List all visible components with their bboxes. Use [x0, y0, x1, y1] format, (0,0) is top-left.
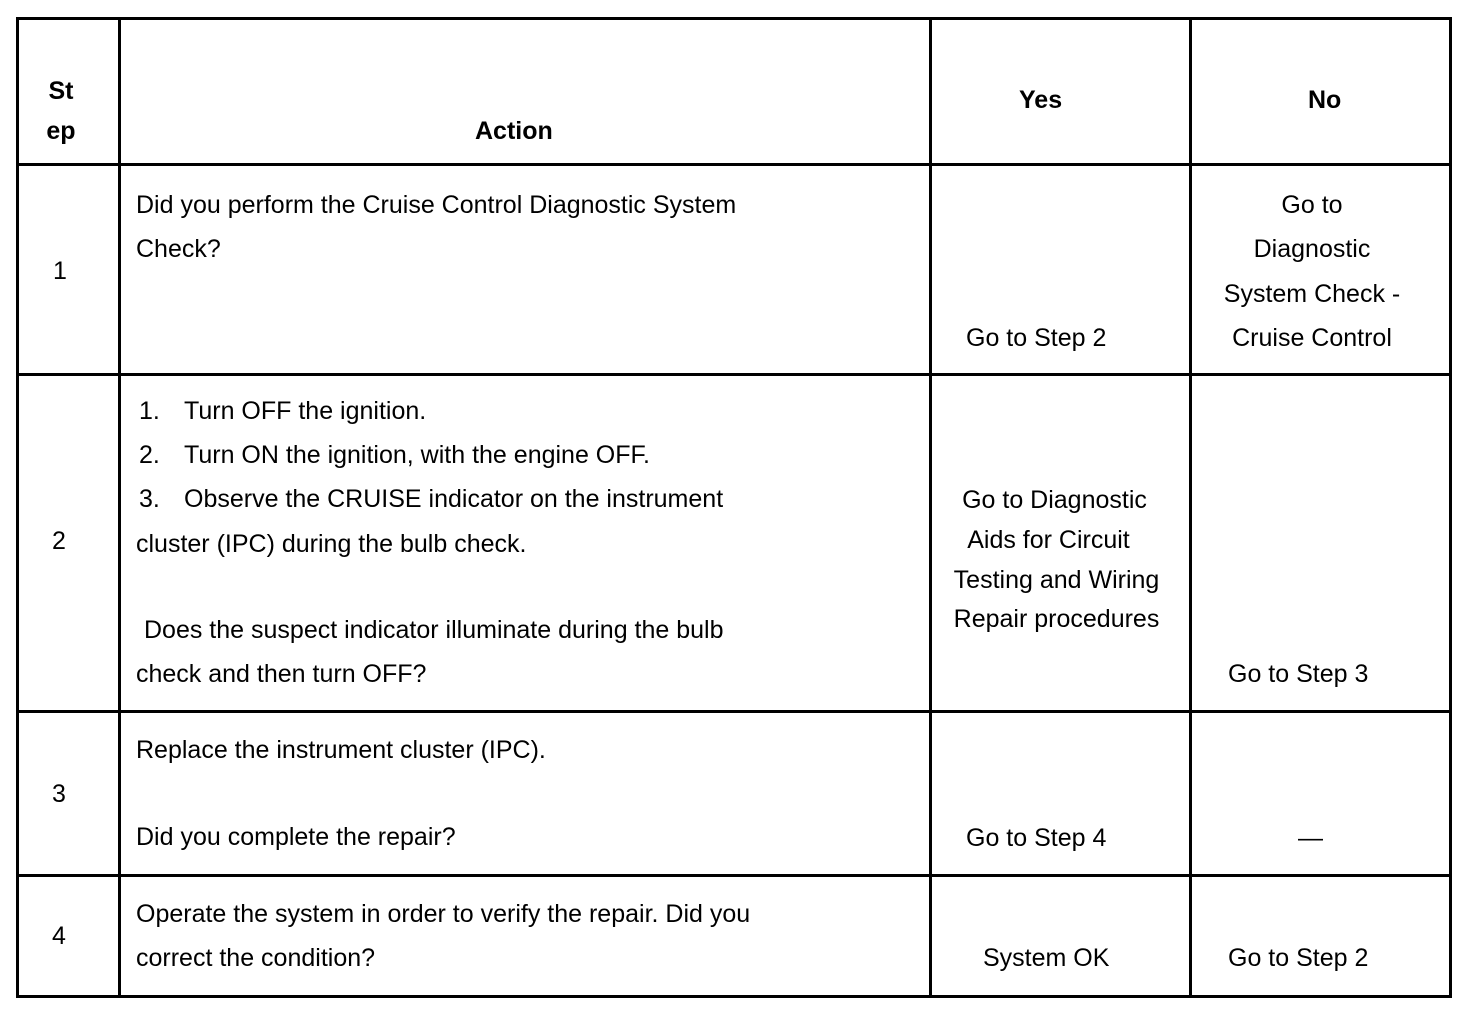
row2-yes-line1: Go to Diagnostic: [962, 486, 1147, 514]
row2-yes-line4: Repair procedures: [953, 605, 1160, 633]
header-no: No: [1308, 86, 1342, 114]
row1-no-line1: Go to: [1281, 191, 1343, 219]
row1-step: 1: [53, 257, 67, 285]
row2-item3-num: 3.: [139, 485, 160, 513]
diagnostic-table: [16, 17, 1452, 998]
table-rule-top: [16, 17, 1452, 20]
row2-step: 2: [52, 527, 66, 555]
header-action: Action: [475, 117, 553, 145]
row4-action-line2: correct the condition?: [136, 944, 376, 972]
row3-action-line2: Did you complete the repair?: [136, 823, 456, 851]
row4-yes: System OK: [983, 944, 1110, 972]
table-rule-row1: [16, 373, 1452, 376]
row2-item1-text: Turn OFF the ignition.: [184, 397, 427, 425]
table-rule-step: [118, 17, 121, 998]
row3-no: —: [1298, 824, 1323, 852]
row2-item3-text: Observe the CRUISE indicator on the instrument: [184, 485, 724, 513]
row1-yes: Go to Step 2: [966, 324, 1107, 352]
header-step-line2: ep: [46, 117, 76, 145]
header-yes: Yes: [1019, 86, 1063, 114]
row2-item1-num: 1.: [139, 397, 160, 425]
row2-no: Go to Step 3: [1228, 660, 1369, 688]
row4-action-line1: Operate the system in order to verify the repair. Did you: [136, 900, 751, 928]
row2-action-line2: Does the suspect indicator illuminate during the bulb: [144, 616, 724, 644]
row1-action-line1: Did you perform the Cruise Control Diagnostic System: [136, 191, 737, 219]
row3-step: 3: [52, 780, 66, 808]
row2-action-line1: cluster (IPC) during the bulb check.: [136, 530, 527, 558]
row2-yes-line2: Aids for Circuit: [967, 526, 1130, 554]
row2-item2-num: 2.: [139, 441, 160, 469]
table-rule-right: [1449, 17, 1452, 998]
row1-no-line4: Cruise Control: [1232, 324, 1392, 352]
row3-yes: Go to Step 4: [966, 824, 1107, 852]
table-rule-bottom: [16, 995, 1452, 998]
table-rule-row3: [16, 874, 1452, 877]
row2-yes-line3: Testing and Wiring: [953, 566, 1160, 594]
row4-no: Go to Step 2: [1228, 944, 1369, 972]
header-step-2: [34, 119, 88, 144]
table-rule-yes: [1189, 17, 1192, 998]
row4-step: 4: [52, 922, 66, 950]
table-rule-left: [16, 17, 19, 998]
table-rule-header: [16, 163, 1452, 166]
header-step: [34, 79, 88, 104]
row2-action-line3: check and then turn OFF?: [136, 660, 427, 688]
header-step-line1: St: [48, 77, 74, 105]
row3-action-line1: Replace the instrument cluster (IPC).: [136, 736, 546, 764]
row1-no-line3: System Check -: [1223, 280, 1401, 308]
row1-action-line2: Check?: [136, 235, 221, 263]
table-rule-row2: [16, 710, 1452, 713]
row1-no-line2: Diagnostic: [1253, 235, 1371, 263]
row2-item2-text: Turn ON the ignition, with the engine OFF.: [184, 441, 650, 469]
